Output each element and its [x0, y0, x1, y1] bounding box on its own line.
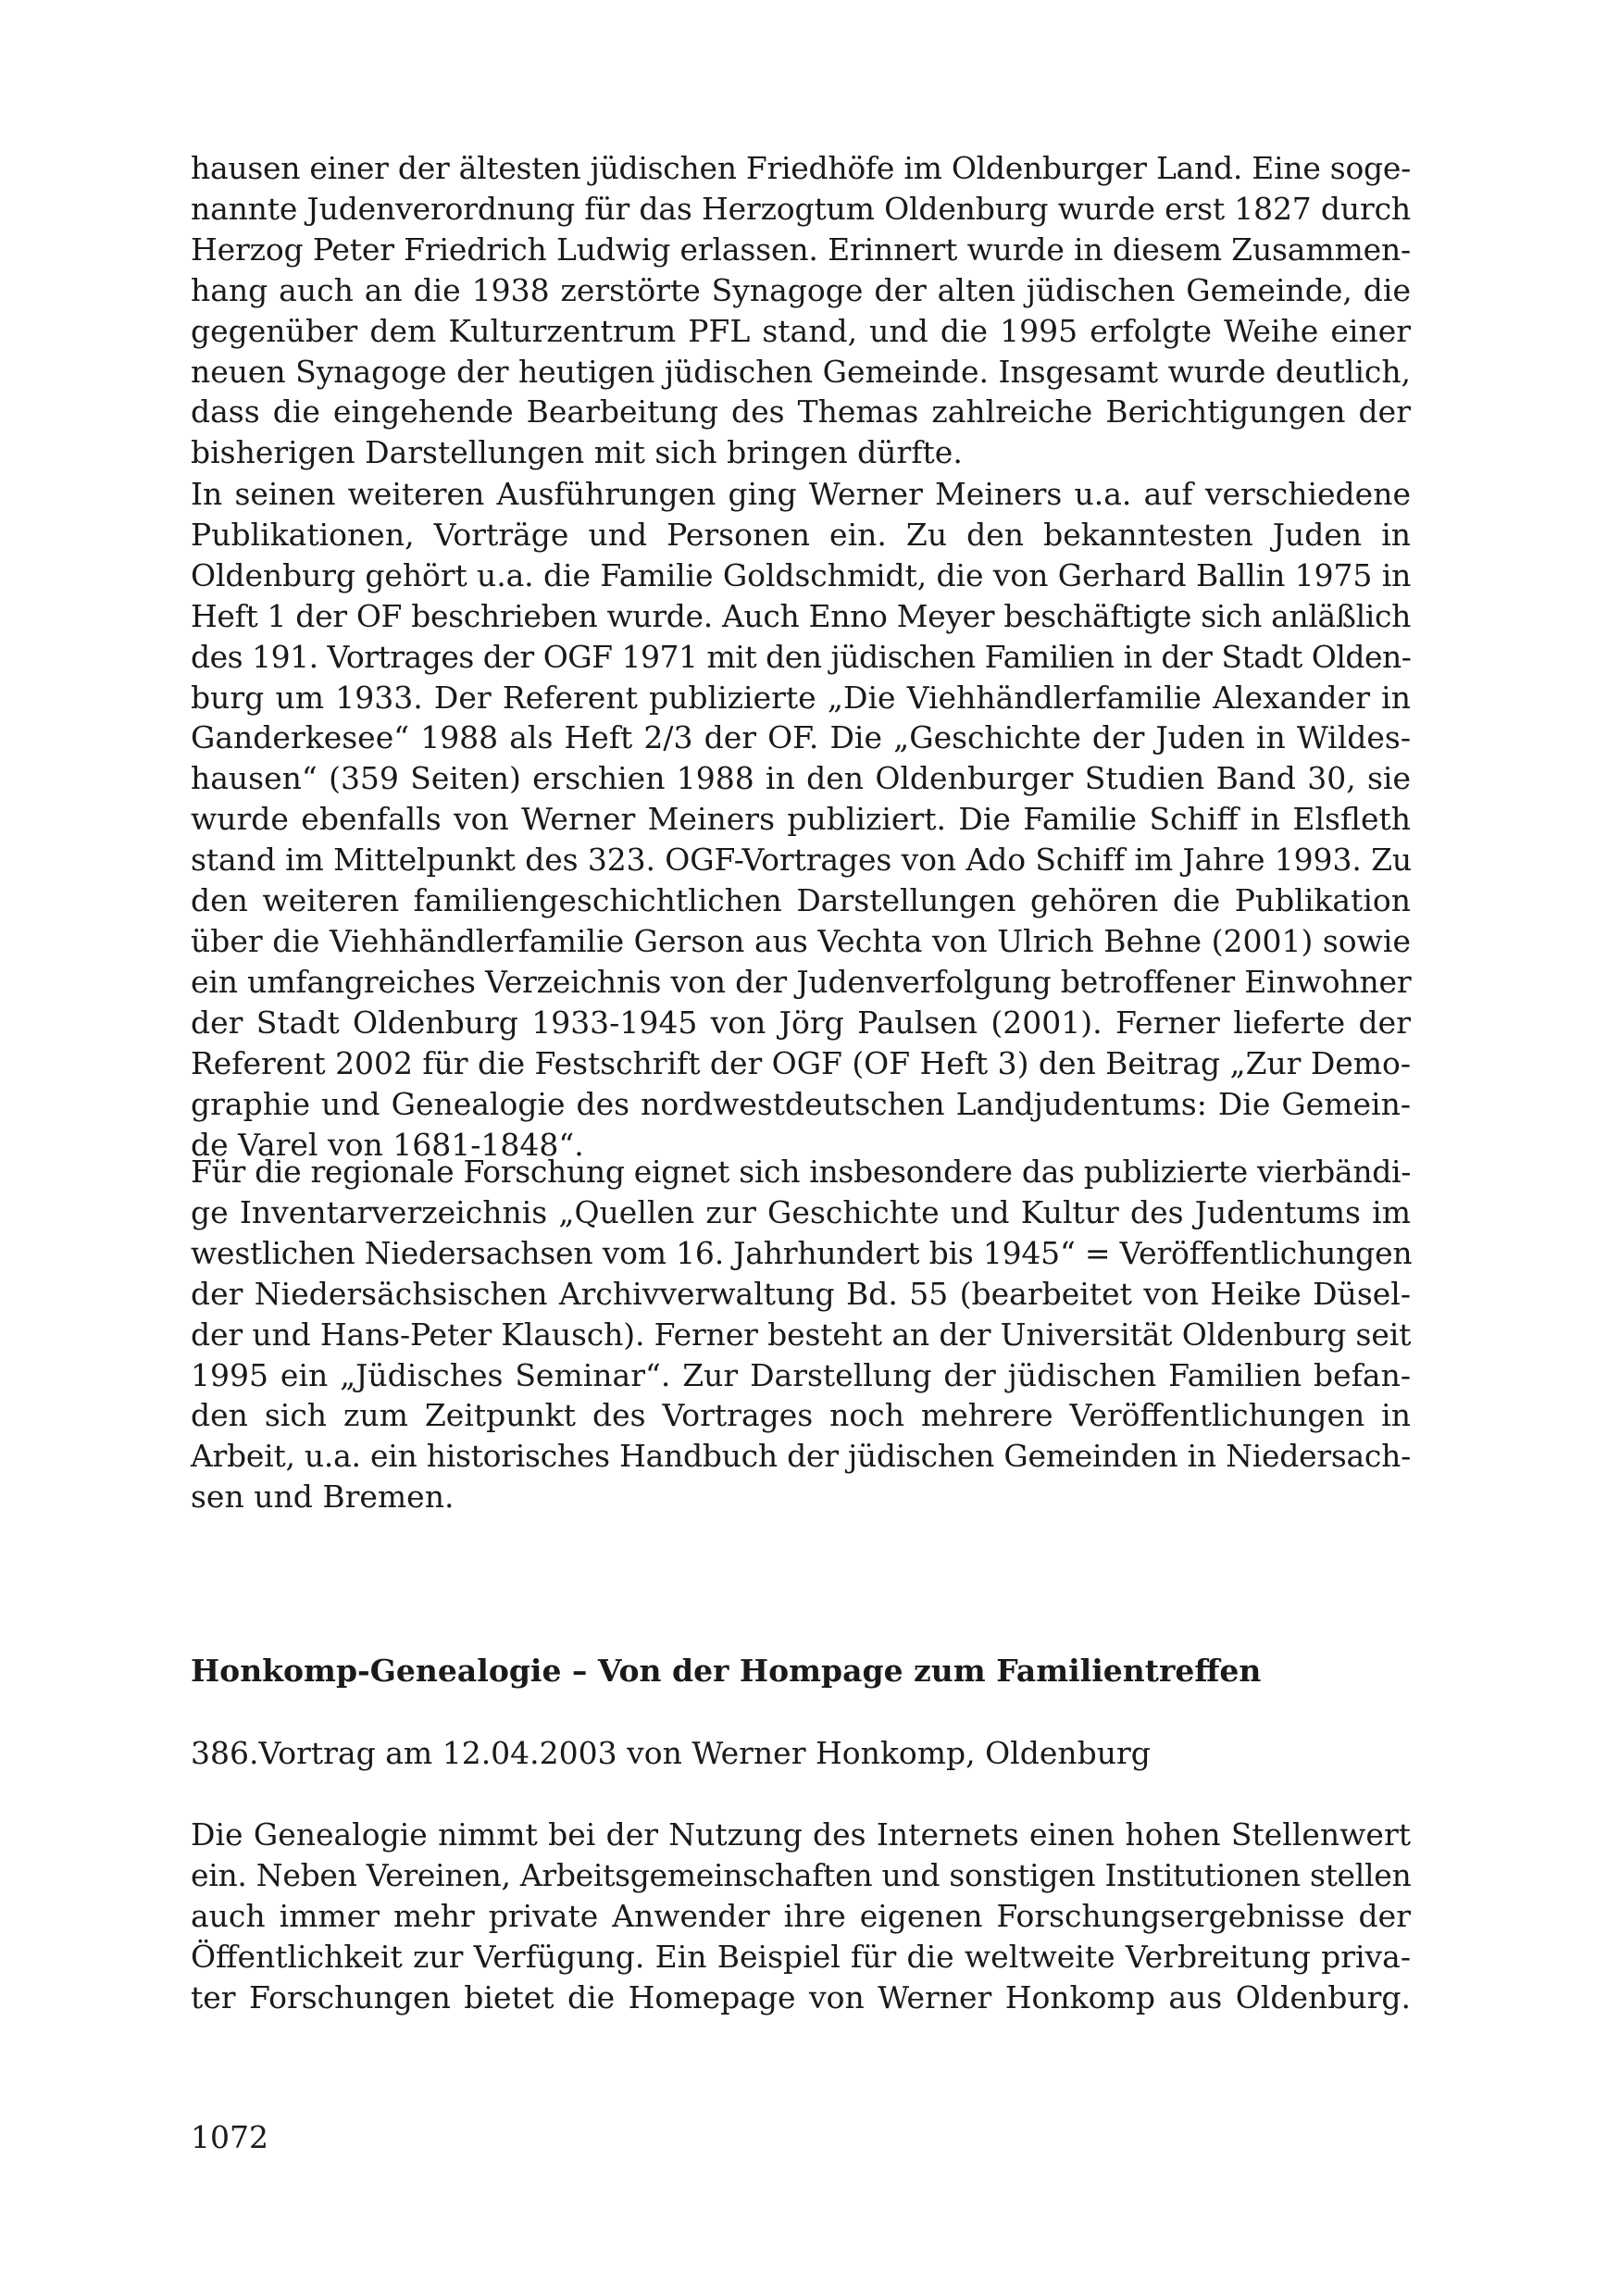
text-line: Heft 1 der OF beschrieben wurde. Auch Enno Meyer beschäftigte sich anläßlich — [191, 597, 1411, 634]
text-line: stand im Mittelpunkt des 323. OGF-Vortrages von Ado Schiff im Jahre 1993. Zu — [191, 842, 1413, 879]
text-line: der und Hans-Peter Klausch). Ferner besteht an der Universität Oldenburg seit — [191, 1316, 1412, 1353]
text-line: hausen“ (359 Seiten) erschien 1988 in den Oldenburger Studien Band 30, sie — [191, 760, 1411, 797]
paragraph-regional-research — [191, 1152, 1411, 1517]
text-line: Referent 2002 für die Festschrift der OGF (OF Heft 3) den Beitrag „Zur Demo- — [191, 1044, 1411, 1081]
text-line: sen und Bremen. — [191, 1479, 455, 1516]
text-line: gegenüber dem Kulturzentrum PFL stand, und die 1995 erfolgte Weihe einer — [191, 312, 1411, 349]
text-line: über die Viehhändlerfamilie Gerson aus Vechta von Ulrich Behne (2001) sowie — [191, 922, 1411, 959]
text-line: ein umfangreiches Verzeichnis von der Judenverfolgung betroffener Einwohner — [191, 963, 1412, 1000]
text-line: bisherigen Darstellungen mit sich bringen dürfte. — [191, 434, 963, 471]
text-line: neuen Synagoge der heutigen jüdischen Gemeinde. Insgesamt wurde deutlich, — [191, 353, 1411, 390]
text-line: Die Genealogie nimmt bei der Nutzung des Internets einen hohen Stellenwert — [191, 1816, 1411, 1853]
text-line: der Stadt Oldenburg 1933-1945 von Jörg Paulsen (2001). Ferner lieferte der — [191, 1004, 1411, 1041]
text-line: hang auch an die 1938 zerstörte Synagoge der alten jüdischen Gemeinde, die — [191, 271, 1411, 308]
section-heading: Honkomp-Genealogie – Von der Hompage zum Familientreffen — [191, 1653, 1262, 1689]
text-line: graphie und Genealogie des nordwestdeutschen Landjudentums: Die Gemein- — [191, 1085, 1411, 1122]
text-line: Öffentlichkeit zur Verfügung. Ein Beispiel für die weltweite Verbreitung priva- — [191, 1938, 1411, 1975]
text-line: der Niedersächsischen Archivverwaltung Bd. 55 (bearbeitet von Heike Düsel- — [191, 1275, 1411, 1312]
paragraph-publications — [191, 474, 1411, 1165]
text-line: burg um 1933. Der Referent publizierte „Die Viehhändlerfamilie Alexander in — [191, 679, 1411, 716]
paragraph-genealogy-internet — [191, 1815, 1411, 2018]
text-line: Ganderkesee“ 1988 als Heft 2/3 der OF. Die „Geschichte der Juden in Wildes- — [191, 719, 1411, 756]
text-line: de Varel von 1681-1848“. — [191, 1126, 584, 1163]
text-line: auch immer mehr private Anwender ihre eigenen Forschungsergebnisse der — [191, 1897, 1411, 1934]
text-line: Oldenburg gehört u.a. die Familie Goldschmidt, die von Gerhard Ballin 1975 in — [191, 556, 1412, 593]
text-line: ge Inventarverzeichnis „Quellen zur Geschichte und Kultur des Judentums im — [191, 1193, 1411, 1230]
lecture-info: 386.Vortrag am 12.04.2003 von Werner Honkomp, Oldenburg — [191, 1735, 1151, 1771]
text-line: westlichen Niedersachsen vom 16. Jahrhundert bis 1945“ = Veröffentlichungen — [191, 1234, 1413, 1271]
text-line: hausen einer der ältesten jüdischen Friedhöfe im Oldenburger Land. Eine soge- — [191, 150, 1411, 186]
text-line: nannte Judenverordnung für das Herzogtum Oldenburg wurde erst 1827 durch — [191, 190, 1411, 227]
text-line: dass die eingehende Bearbeitung des Themas zahlreiche Berichtigungen der — [191, 393, 1411, 430]
text-line: den weiteren familiengeschichtlichen Darstellungen gehören die Publikation — [191, 882, 1411, 919]
text-line: Arbeit, u.a. ein historisches Handbuch der jüdischen Gemeinden in Niedersach- — [191, 1438, 1411, 1475]
text-line: den sich zum Zeitpunkt des Vortrages noch mehrere Veröffentlichungen in — [191, 1397, 1411, 1434]
paragraph-jewish-cemeteries — [191, 148, 1411, 473]
text-line: ter Forschungen bietet die Homepage von Werner Honkomp aus Oldenburg. — [191, 1978, 1411, 2015]
text-line: 1995 ein „Jüdisches Seminar“. Zur Darstellung der jüdischen Familien befan- — [191, 1356, 1411, 1393]
text-line: Für die regionale Forschung eignet sich insbesondere das publizierte vierbändi- — [191, 1154, 1412, 1190]
text-line: Herzog Peter Friedrich Ludwig erlassen. Erinnert wurde in diesem Zusammen- — [191, 231, 1412, 268]
text-line: In seinen weiteren Ausführungen ging Werner Meiners u.a. auf verschiedene — [191, 476, 1411, 512]
page-number: 1072 — [191, 2119, 268, 2155]
text-line: Publikationen, Vorträge und Personen ein. Zu den bekanntesten Juden in — [191, 516, 1411, 553]
text-line: wurde ebenfalls von Werner Meiners publiziert. Die Familie Schiff in Elsfleth — [191, 801, 1411, 838]
text-line: ein. Neben Vereinen, Arbeitsgemeinschaften und sonstigen Institutionen stellen — [191, 1856, 1412, 1893]
text-line: des 191. Vortrages der OGF 1971 mit den jüdischen Familien in der Stadt Olden- — [191, 638, 1412, 675]
